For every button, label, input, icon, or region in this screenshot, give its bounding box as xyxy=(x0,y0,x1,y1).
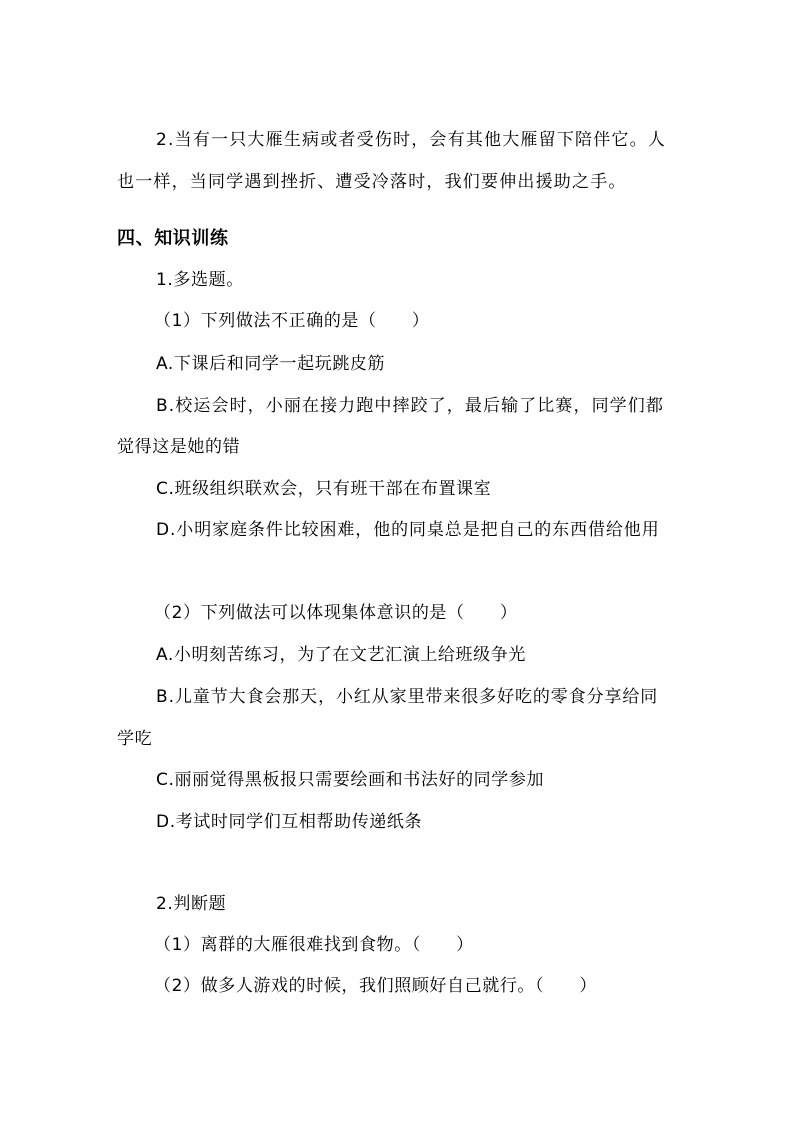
question2-item1: （1）离群的大雁很难找到食物。（ ） xyxy=(154,935,474,955)
point2-line2: 也一样，当同学遇到挫折、遭受冷落时，我们要伸出援助之手。 xyxy=(117,172,627,192)
question1-label: 1.多选题。 xyxy=(156,270,244,290)
point2-line1: 2.当有一只大雁生病或者受伤时，会有其他大雁留下陪伴它。人 xyxy=(156,130,667,150)
question1-2-option-b-line2: 学吃 xyxy=(117,729,153,749)
section-heading: 四、知识训练 xyxy=(117,228,229,249)
question1-1-option-d: D.小明家庭条件比较困难，他的同桌总是把自己的东西借给他用 xyxy=(156,520,660,540)
question1-1-stem: （1）下列做法不正确的是（ ） xyxy=(154,311,430,331)
question1-2-option-c: C.丽丽觉得黑板报只需要绘画和书法好的同学参加 xyxy=(156,770,545,790)
question1-2-option-d: D.考试时同学们互相帮助传递纸条 xyxy=(156,812,423,832)
question1-2-stem: （2）下列做法可以体现集体意识的是（ ） xyxy=(154,603,518,623)
question1-2-option-a: A.小明刻苦练习，为了在文艺汇演上给班级争光 xyxy=(156,645,526,665)
question1-2-option-b-line1: B.儿童节大食会那天，小红从家里带来很多好吃的零食分享给同 xyxy=(156,687,659,707)
question1-1-option-b-line1: B.校运会时，小丽在接力跑中摔跤了，最后输了比赛，同学们都 xyxy=(156,396,664,416)
question1-1-option-b-line2: 觉得这是她的错 xyxy=(117,437,241,457)
question2-label: 2.判断题 xyxy=(156,894,227,914)
question1-1-option-a: A.下课后和同学一起玩跳皮筋 xyxy=(156,354,386,374)
question1-1-option-c: C.班级组织联欢会，只有班干部在布置课室 xyxy=(156,479,492,499)
question2-item2: （2）做多人游戏的时候，我们照顾好自己就行。（ ） xyxy=(154,976,597,996)
